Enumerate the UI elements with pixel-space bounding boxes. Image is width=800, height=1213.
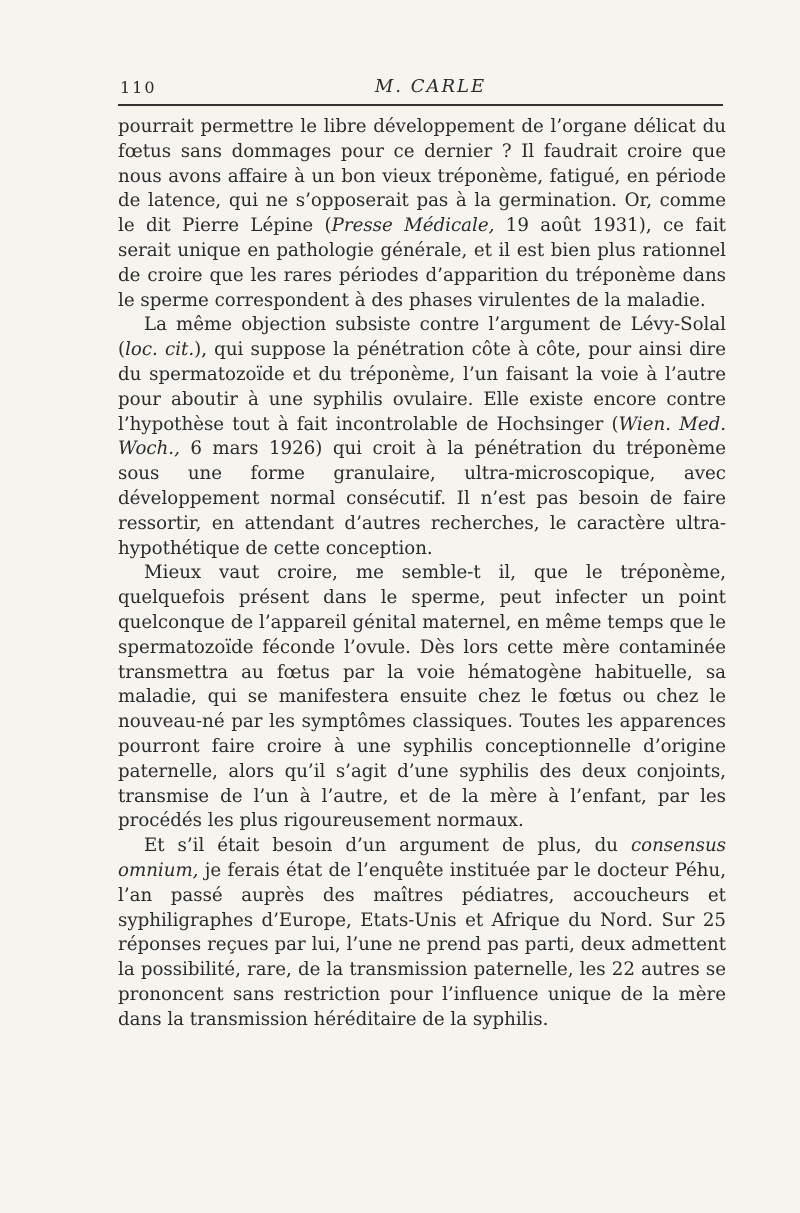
paragraph-2 — [118, 313, 726, 561]
page-number: 110 — [120, 78, 157, 97]
text-run: je ferais état de l’enquête instituée par le docteur Péhu, l’an passé auprès des maîtres pédiatres, accoucheurs et syphiligraphes d’Europe, Etats-Unis et Afrique du Nord. Sur 25 réponses reçues par lui, l’une ne prend pas parti, deux admettent la possibilité, rare, de la transmission paternelle, les 22 autres se prononcent sans restriction pour l’influence unique de la mère dans la transmission héréditaire de la syphilis. — [118, 859, 726, 1030]
paragraph-4 — [118, 834, 726, 1032]
citation-wien-med-woch: Wien. Med. Woch., — [118, 413, 727, 460]
text-run: 19 août 1931), ce fait serait unique en pathologie générale, et il est bien plus rationnel de croire que les rares périodes d’apparition du tréponème dans le sperme correspondent à des phases virulentes de la maladie. — [118, 215, 726, 311]
citation-loc-cit: loc. cit. — [125, 339, 195, 361]
text-run: ), qui suppose la pénétration côte à côte, pour ainsi dire du spermatozoïde et du tréponème, l’un faisant la voie à l’autre pour aboutir à une syphilis ovulaire. Elle existe encore contre l’hypothèse tout à fait incontrolable de Hochsinger ( — [118, 339, 727, 435]
text-run: pourrait permettre le libre développement de l’organe délicat du fœtus sans dommages pour ce dernier ? Il faudrait croire que nous avons affaire à un bon vieux tréponème, fatigué, en période de latence, qui ne s’opposerait pas à la germination. Or, comme le dit Pierre Lépine ( — [118, 116, 726, 237]
text-run: Mieux vaut croire, me semble-t il, que le tréponème, quelquefois présent dans le sperme, peut infecter un point quelconque de l’appareil génital maternel, en même temps que le spermatozoïde féconde l’ovule. Dès lors cette mère contaminée transmettra au fœtus par la voie hématogène habituelle, sa maladie, qui se manifestera ensuite chez le fœtus ou chez le nouveau-né par les symptômes classiques. Toutes les apparences pourront faire croire à une syphilis conceptionnelle d’origine paternelle, alors qu’il s’agit d’une syphilis des deux conjoints, transmise de l’un à l’autre, et de la mère à l’enfant, par les procédés les plus rigoureusement normaux. — [118, 562, 726, 832]
page-header — [118, 74, 723, 100]
text-run: Et s’il était besoin d’un argument de plus, du — [144, 835, 631, 857]
paragraph-1 — [118, 115, 726, 313]
phrase-consensus-omnium: consensus omnium, — [118, 835, 726, 881]
header-rule — [118, 104, 723, 106]
body-text — [118, 115, 726, 1032]
text-run: La même objection subsiste contre l’argument de Lévy-Solal ( — [118, 314, 726, 361]
text-run: 6 mars 1926) qui croit à la pénétration du tréponème sous une forme granulaire, ultra-microscopique, avec développement normal consécutif. Il n’est pas besoin de faire ressortir, en attendant d’autres recherches, le caractère ultra-hypothétique de cette conception. — [118, 438, 726, 559]
citation-presse-medicale: Presse Médicale, — [331, 215, 495, 237]
running-head: M. CARLE — [374, 76, 487, 97]
paragraph-3 — [118, 561, 726, 834]
